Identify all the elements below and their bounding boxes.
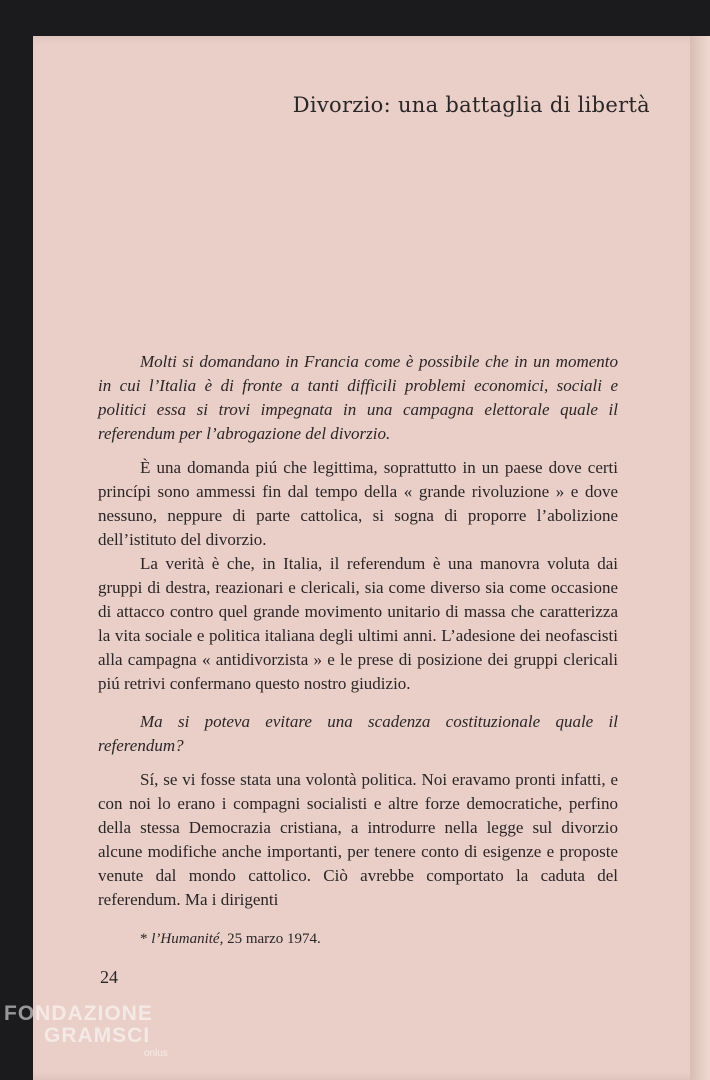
watermark-line2: GRAMSCI [44,1024,151,1047]
answer-paragraph: Sí, se vi fosse stata una volontà politica. Noi eravamo pronti infatti, e con noi lo erano i compagni socialisti e altre forze democratiche, perfino della stessa Democrazia cristiana, a introdurre nella legge sul divorzio alcune modifiche anche importanti, per tenere conto di esigenze e proposte venute dal mondo cattolico. Ciò avrebbe comportato la caduta del referendum. Ma i dirigenti [98,770,618,909]
page-title: Divorzio: una battaglia di libertà [292,93,650,117]
footnote-marker: * [140,931,152,947]
footnote [140,931,321,948]
intro-question: Molti si domandano in Francia come è possibile che in un momento in cui l’Italia è di fronte a tanti difficili problemi economici, sociali e politici essa si trovi impegnata in una campagna elettorale quale il referendum per l’abrogazione del divorzio. [98,352,618,443]
page-number: 24 [100,967,118,987]
paragraph-2: La verità è che, in Italia, il referendum è una manovra voluta dai gruppi di destra, reazionari e clericali, sia come diverso sia come occasione di attacco contro quel grande movimento unitario di massa che caratterizza la vita sociale e politica italiana degli ultimi anni. L’adesione dei neofascisti alla campagna « antidivorzista » e le prese di posizione dei gruppi clericali piú retrivi confermano questo nostro giudizio. [98,554,618,693]
footnote-date: 25 marzo 1974. [223,931,321,947]
watermark-line1: FONDAZIONE [4,1002,153,1025]
article-body [98,350,618,912]
page-edge [690,36,710,1080]
paragraph-1: È una domanda piú che legittima, soprattutto in un paese dove certi princípi sono ammessi fin dal tempo della « grande rivoluzione » e dove nessuno, neppure di parte cattolica, si sogna di proporre l’abolizione dell’istituto del divorzio. [98,458,618,549]
footnote-source: l’Humanité, [151,931,224,947]
fondazione-gramsci-watermark [4,1003,168,1061]
second-question: Ma si poteva evitare una scadenza costituzionale quale il referendum? [98,712,618,755]
watermark-line3: onlus [144,1048,168,1059]
